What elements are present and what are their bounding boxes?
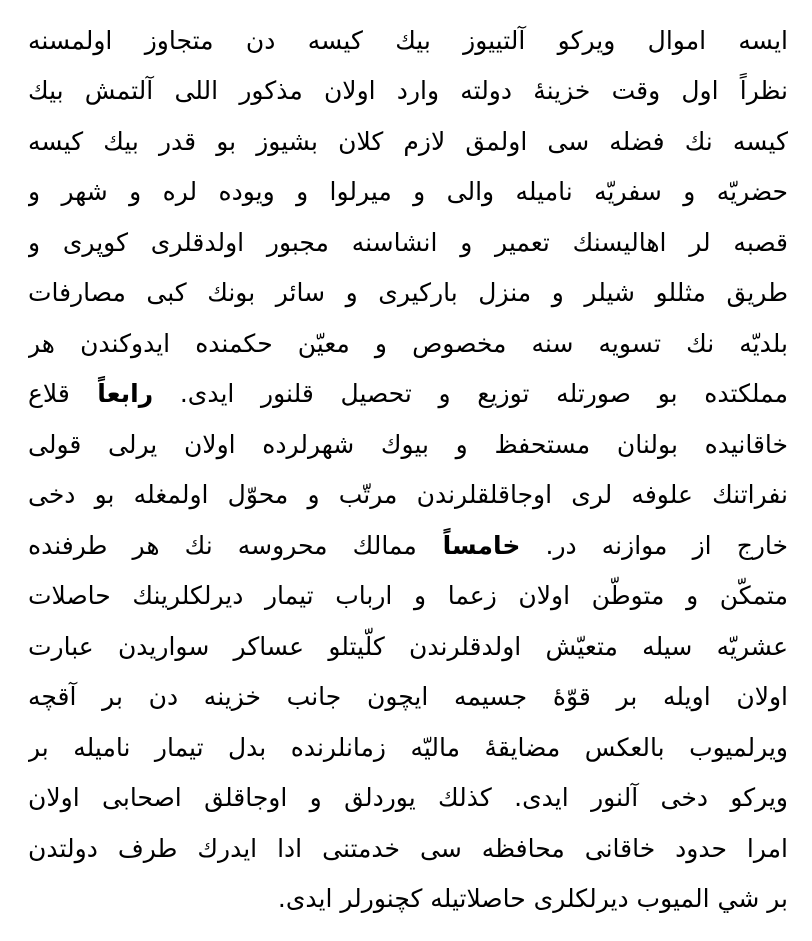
text-line: [28, 620, 788, 674]
text-segment: بر شي الميوب ديرلكلرى حاصلاتيله كچنورلر ايدى.: [277, 884, 788, 913]
text-segment: قصبه لر اهالیسنك تعمیر و انشاسنه مجبور اولدقلری کوپری و: [28, 228, 788, 257]
text-line: [28, 418, 788, 472]
text-segment: نظراً اول وقت خزینهٔ دولته وارد اولان مذکور اللی آلتمش بیك: [28, 76, 788, 105]
text-segment: حضریّه و سفریّه نامیله والی و میرلوا و ویوده لره و شهر و: [28, 177, 788, 206]
text-line: [28, 165, 788, 219]
text-segment: امرا حدود خاقانی محافظه سی خدمتنی ادا ایدرك طرف دولتدن: [28, 834, 788, 863]
section-marker-fifth: خامساً: [416, 531, 521, 560]
text-segment: متمکّن و متوطّن اولان زعما و ارباب تیمار دیرلکلرینك حاصلات: [28, 581, 788, 610]
text-line: [28, 670, 788, 724]
section-marker-fourth: رابعاً: [69, 379, 154, 408]
document-page: [28, 14, 788, 929]
text-segment: قلاع: [28, 379, 70, 408]
text-segment: خارج از موازنه در.: [520, 531, 788, 560]
text-segment: مملکتده بو صورتله توزیع و تحصیل قلنور ایدی.: [153, 379, 788, 408]
text-line: [28, 317, 788, 371]
text-line: [28, 822, 788, 876]
text-line: [28, 64, 788, 118]
text-line: [28, 771, 788, 825]
text-line: [28, 115, 788, 169]
text-segment: عشریّه سیله متعیّش اولدقلرندن کلّیتلو عساکر سواریدن عبارت: [28, 632, 788, 661]
text-segment: نفراتنك علوفه لری اوجاقلقلرندن مرتّب و محوّل اولمغله بو دخی: [28, 480, 788, 509]
text-line: [28, 468, 788, 522]
text-segment: بلدیّه نك تسویه سنه مخصوص و معیّن حکمنده ایدوکندن هر: [28, 329, 788, 358]
text-line: [28, 367, 788, 421]
text-segment: ویرکو دخی آلنور ایدی. کذلك یوردلق و اوجاقلق اصحابی اولان: [28, 783, 788, 812]
text-line: [28, 519, 788, 573]
text-line-last: [28, 872, 788, 926]
text-line: [28, 721, 788, 775]
text-segment: ممالك محروسه نك هر طرفنده: [28, 531, 417, 560]
text-segment: ایسه اموال ویرکو آلتییوز بیك کیسه دن متجاوز اولمسنه: [28, 26, 788, 55]
text-segment: کیسه نك فضله سی اولمق لازم کلان بشیوز بو قدر بیك کیسه: [28, 127, 788, 156]
text-segment: خاقانیده بولنان مستحفظ و بیوك شهرلرده اولان یرلی قولی: [28, 430, 788, 459]
text-segment: طریق مثللو شیلر و منزل بارکیری و سائر بونك کبی مصارفات: [28, 278, 788, 307]
text-line: [28, 266, 788, 320]
text-line: [28, 216, 788, 270]
text-segment: اولان اویله بر قوّهٔ جسیمه ایچون جانب خزینه دن بر آقچه: [28, 682, 788, 711]
text-segment: ویرلمیوب بالعکس مضایقهٔ مالیّه زمانلرنده بدل تیمار نامیله بر: [28, 733, 788, 762]
text-line: [28, 569, 788, 623]
text-line: [28, 14, 788, 68]
